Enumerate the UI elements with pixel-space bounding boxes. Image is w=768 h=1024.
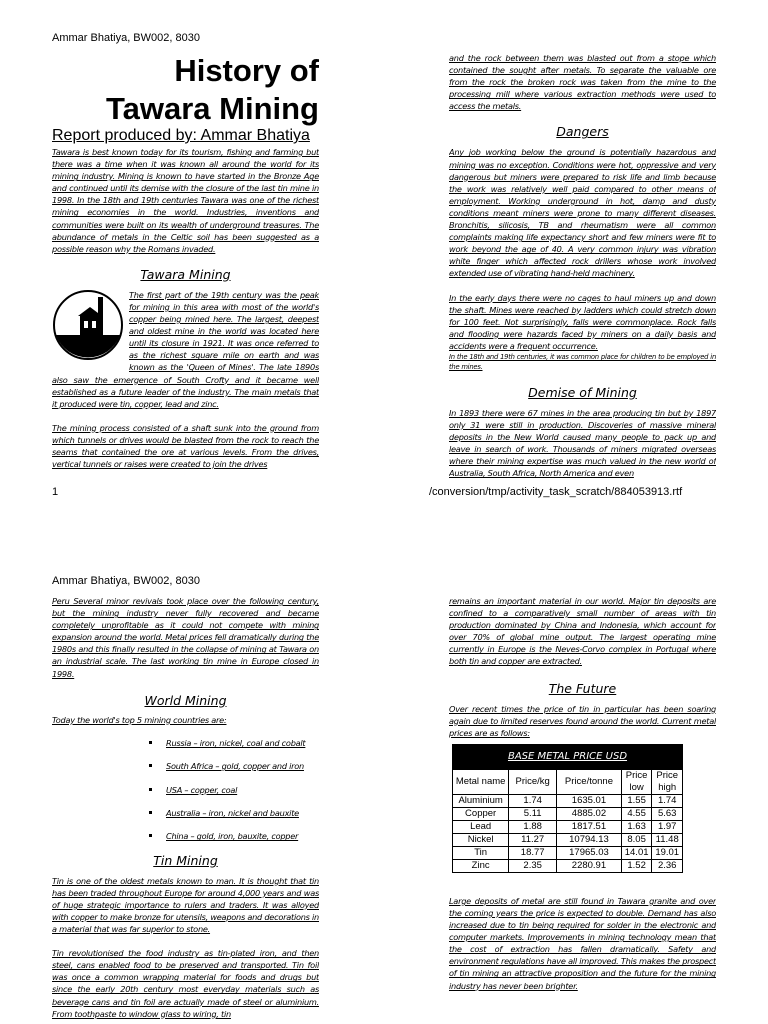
page-header: Ammar Bhatiya, BW002, 8030: [52, 32, 200, 44]
mine-engine-house-icon: [52, 289, 124, 361]
dangers-note: In the 18th and 19th centuries, it was common place for children to be employed in the mines.: [449, 352, 716, 371]
table-row: [453, 846, 683, 859]
table-row: [453, 820, 683, 833]
list-item: Russia – iron, nickel, coal and cobalt: [166, 737, 319, 749]
right-column: [449, 52, 716, 482]
table-cell: 14.01: [621, 846, 652, 859]
right-column: [449, 595, 716, 1024]
title-line-2: Tawara Mining: [105, 91, 319, 126]
demise-continued-paragraph: Peru Several minor revivals took place over the following century, but the mining industry never fully recovered and became completely unprofitable as it could not compete with mining expansion around the world. Metal prices fell dramatically during the 1980s and this finally resulted in the collapse of mining at Tawara on an industrial scale. The last working tin mine in Europe closed in 1998.: [52, 596, 319, 679]
document-page-1: [0, 0, 768, 505]
table-row: [453, 859, 683, 872]
tawara-mining-paragraph-2: The mining process consisted of a shaft sunk into the ground from which tunnels or drives would be blasted from the rock to reach the seams that contained the ore at various levels. From the drives, vertical tunnels or raises were created to join the drives: [52, 422, 319, 470]
tin-continued-paragraph: remains an important material in our world. Major tin deposits are confined to a comparatively small number of areas with tin production dominated by China and Indonesia, which account for over 70% of global mine output. The largest operating mine currently in Europe is the Neves-Corvo complex in Portugal where both tin and copper are extracted.: [449, 596, 716, 667]
table-cell: 5.63: [652, 807, 683, 820]
table-cell: 5.11: [509, 807, 557, 820]
column-header: Price high: [652, 769, 683, 794]
table-cell: 18.77: [509, 846, 557, 859]
tin-mining-paragraph-2: Tin revolutionised the food industry as tin-plated iron, and then steel, cans enabled food to be preserved and transported. Tin foil was once a common wrapping material for foods and drugs but since the early 20th century most everyday materials such as beverage cans and tin foil are actually made of steel or aluminium. From toothpaste to window glass to wiring, tin: [52, 948, 319, 1019]
world-mining-heading: World Mining: [144, 692, 227, 708]
left-column: [52, 595, 319, 1024]
tawara-mining-section: [52, 289, 319, 410]
page-number: 1: [52, 486, 59, 498]
table-cell: 4.55: [621, 807, 652, 820]
list-item: China – gold, iron, bauxite, copper: [166, 830, 319, 842]
table-cell: 11.27: [509, 833, 557, 846]
table-cell: Aluminium: [453, 794, 509, 807]
future-paragraph-1: Over recent times the price of tin in particular has been soaring again due to limited reserves found around the world. Current metal prices are as follows:: [449, 703, 716, 738]
table-cell: 2.35: [509, 859, 557, 872]
dangers-paragraph-2: In the early days there were no cages to haul miners up and down the shaft. Mines were reached by ladders which could stretch down for 100 feet. Not surprisingly, falls were commonplace. Rock falls and flooding were hazards faced by miners on a daily basis and accidents were a frequent occurrence.: [449, 292, 716, 351]
file-path: /conversion/tmp/activity_task_scratch/884053913.rtf: [429, 486, 683, 498]
list-item: USA – copper, coal: [166, 784, 319, 796]
table-cell: 11.48: [652, 833, 683, 846]
list-item: Australia – iron, nickel and bauxite: [166, 807, 319, 819]
future-paragraph-2: Large deposits of metal are still found in Tawara granite and over the coming years the price is expected to double. Demand has also increased due to tin being required for solder in the electronic and computer markets. Improvements in mining technology mean that the cost of extraction has fallen dramatically. Safety and environment regulations have all improved. This makes the prospect of tin mining an attractive proposition and the future for the mining industry has never been brighter.: [449, 895, 716, 991]
table-cell: 1.74: [652, 794, 683, 807]
table-header-row: [453, 769, 683, 794]
tawara-mining-heading: Tawara Mining: [140, 266, 231, 282]
tin-mining-heading: Tin Mining: [153, 852, 218, 868]
table-cell: 19.01: [652, 846, 683, 859]
table-cell: Tin: [453, 846, 509, 859]
column-header: Price/kg: [509, 769, 557, 794]
table-cell: 1.88: [509, 820, 557, 833]
table-cell: Copper: [453, 807, 509, 820]
table-cell: 1635.01: [557, 794, 622, 807]
world-mining-intro: Today the world's top 5 mining countries are:: [52, 714, 227, 725]
dangers-heading: Dangers: [556, 124, 609, 140]
mining-process-continued: and the rock between them was blasted out from a stope which contained the sought after metals. To separate the valuable ore from the rock the broken rock was taken from the mine to the processing mill where various extraction methods were used to access the metals.: [449, 53, 716, 112]
table-cell: Lead: [453, 820, 509, 833]
demise-of-mining-heading: Demise of Mining: [528, 384, 637, 400]
table-cell: 1.55: [621, 794, 652, 807]
table-row: [453, 794, 683, 807]
tin-mining-paragraph-1: Tin is one of the oldest metals known to man. It is thought that tin has been traded throughout Europe for around 4,000 years and was of huge strategic importance to rulers and traders. It was alloyed with copper to make bronze for utensils, weapons and decorations in a material that was far superior to stone.: [52, 875, 319, 935]
table-cell: 4885.02: [557, 807, 622, 820]
table-cell: 8.05: [621, 833, 652, 846]
column-header: Metal name: [453, 769, 509, 794]
document-page-2: [0, 565, 768, 1024]
metal-price-table: [452, 744, 683, 873]
table-cell: Zinc: [453, 859, 509, 872]
table-row: [453, 807, 683, 820]
table-cell: 1817.51: [557, 820, 622, 833]
column-header: Price low: [621, 769, 652, 794]
list-item: South Africa – gold, copper and iron: [166, 760, 319, 772]
report-subtitle: Report produced by: Ammar Bhatiya: [52, 127, 310, 144]
title-line-1: History of: [174, 53, 319, 88]
dangers-paragraph-1: Any job working below the ground is potentially hazardous and mining was no exception. Conditions were hot, oppressive and very dangerous but miners were prepared to risk life and limb because the work was relatively well paid compared to other means of employment. Working underground in hot, damp and dusty conditions meant miners were prone to many different diseases. Bronchitis, silicosis, TB and rheumatism were all common complaints making life expectancy short and few miners were fit to work beyond the age of 40. A very common injury was vibration white finger which affected rock drillers whose work involved extended use of vibrating hand-held machinery.: [449, 147, 716, 279]
column-header: Price/tonne: [557, 769, 622, 794]
left-column: [52, 52, 319, 482]
table-cell: 2.36: [652, 859, 683, 872]
table-caption: BASE METAL PRICE USD: [453, 744, 683, 769]
table-cell: 2280.91: [557, 859, 622, 872]
demise-paragraph-1: In 1893 there were 67 mines in the area producing tin but by 1897 only 31 were still in production. Discoveries of massive mineral deposits in the New World caused many people to pack up and leave in search of work. Thousands of miners migrated overseas where their mining expertise was much valued in the new world of Australia, South Africa, North America and even: [449, 407, 716, 479]
table-cell: 1.97: [652, 820, 683, 833]
page-header: Ammar Bhatiya, BW002, 8030: [52, 575, 200, 587]
table-cell: 1.63: [621, 820, 652, 833]
top-mining-countries-list: [52, 737, 319, 843]
the-future-heading: The Future: [548, 680, 617, 696]
table-cell: Nickel: [453, 833, 509, 846]
tawara-mining-paragraph-1: The first part of the 19th century was the peak for mining in this area with most of the world's copper being mined here. The largest, deepest and oldest mine in the world was located here until its closure in 1921. It was once referred to as the richest square mile on earth and was known as the 'Queen of Mines'. The late 1890s also saw the emergence of South Crofty and it became well established as a future leader of the industry. The main metals that it produced were tin, copper, lead and zinc.: [52, 289, 319, 409]
table-cell: 1.52: [621, 859, 652, 872]
document-title: [52, 52, 319, 128]
table-cell: 10794.13: [557, 833, 622, 846]
table-cell: 17965.03: [557, 846, 622, 859]
table-row: [453, 833, 683, 846]
table-cell: 1.74: [509, 794, 557, 807]
intro-paragraph: Tawara is best known today for its tourism, fishing and farming but there was a time when it was known all around the world for its mining industry. Mining is known to have started in the Bronze Age and continued until its demise with the closure of the last tin mine in 1998. In the 18th and 19th centuries Tawara was one of the richest mining economies in the world. Industries, inventions and communities were built on its wealth of underground treasures. The abundance of metals in the Celtic soil has been suggested as a possible reason why the Romans invaded.: [52, 147, 319, 254]
